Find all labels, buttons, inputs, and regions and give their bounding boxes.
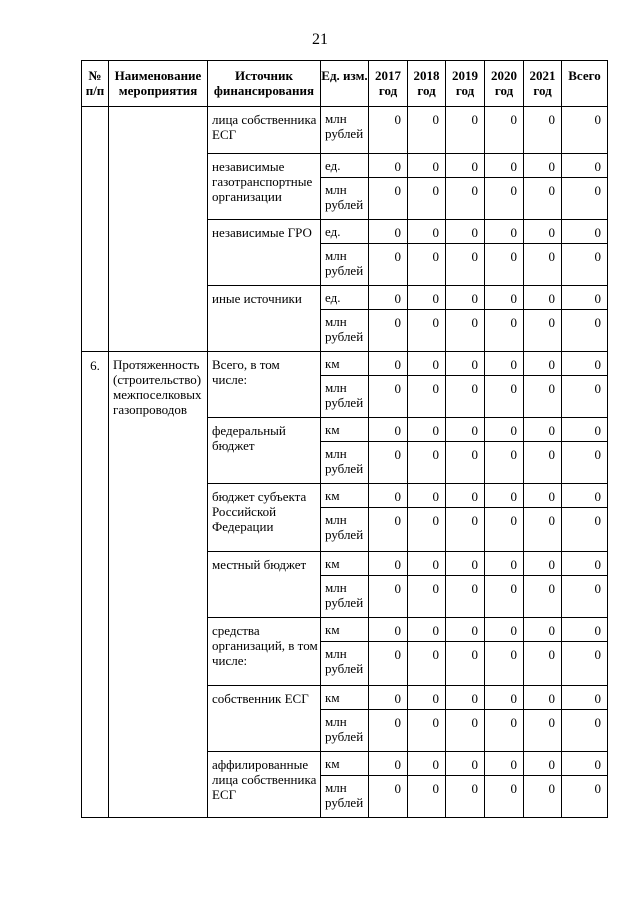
- value-cell: 0: [485, 376, 524, 418]
- value-cell: 0: [485, 220, 524, 244]
- header-unit: Ед. изм.: [321, 61, 369, 107]
- value-cell: 0: [408, 442, 446, 484]
- value-cell: 0: [408, 576, 446, 618]
- value-cell: 0: [524, 484, 562, 508]
- value-cell: 0: [485, 576, 524, 618]
- row-number: 6.: [82, 352, 109, 818]
- value-cell: 0: [446, 310, 485, 352]
- value-cell: 0: [369, 352, 408, 376]
- total-cell: 0: [562, 418, 608, 442]
- unit-cell: км: [321, 618, 369, 642]
- value-cell: 0: [485, 508, 524, 552]
- value-cell: 0: [524, 286, 562, 310]
- value-cell: 0: [408, 418, 446, 442]
- total-cell: 0: [562, 376, 608, 418]
- value-cell: 0: [408, 154, 446, 178]
- total-cell: 0: [562, 310, 608, 352]
- value-cell: 0: [485, 244, 524, 286]
- value-cell: 0: [446, 352, 485, 376]
- value-cell: 0: [485, 618, 524, 642]
- funding-source: Всего, в том числе:: [208, 352, 321, 418]
- unit-cell: млн рублей: [321, 508, 369, 552]
- funding-source: независимые газотранспортные организации: [208, 154, 321, 220]
- value-cell: 0: [369, 618, 408, 642]
- header-year-2021: 2021 год: [524, 61, 562, 107]
- unit-cell: км: [321, 686, 369, 710]
- value-cell: 0: [524, 107, 562, 154]
- value-cell: 0: [524, 686, 562, 710]
- value-cell: 0: [524, 618, 562, 642]
- value-cell: 0: [524, 244, 562, 286]
- value-cell: 0: [524, 576, 562, 618]
- total-cell: 0: [562, 618, 608, 642]
- value-cell: 0: [446, 686, 485, 710]
- program-table: [81, 60, 608, 818]
- value-cell: 0: [524, 418, 562, 442]
- value-cell: 0: [369, 508, 408, 552]
- header-num: № п/п: [82, 61, 109, 107]
- unit-cell: млн рублей: [321, 642, 369, 686]
- total-cell: 0: [562, 642, 608, 686]
- measure-name: [109, 107, 208, 352]
- value-cell: 0: [524, 220, 562, 244]
- value-cell: 0: [408, 310, 446, 352]
- funding-source: средства организаций, в том числе:: [208, 618, 321, 686]
- total-cell: 0: [562, 576, 608, 618]
- value-cell: 0: [369, 220, 408, 244]
- unit-cell: км: [321, 552, 369, 576]
- value-cell: 0: [369, 642, 408, 686]
- value-cell: 0: [485, 352, 524, 376]
- total-cell: 0: [562, 107, 608, 154]
- funding-source: аффилированные лица собственника ЕСГ: [208, 752, 321, 818]
- value-cell: 0: [369, 376, 408, 418]
- value-cell: 0: [524, 776, 562, 818]
- header-name: Наименование мероприятия: [109, 61, 208, 107]
- value-cell: 0: [369, 484, 408, 508]
- total-cell: 0: [562, 286, 608, 310]
- unit-cell: млн рублей: [321, 244, 369, 286]
- value-cell: 0: [524, 642, 562, 686]
- value-cell: 0: [485, 484, 524, 508]
- value-cell: 0: [446, 484, 485, 508]
- value-cell: 0: [524, 178, 562, 220]
- value-cell: 0: [369, 776, 408, 818]
- unit-cell: млн рублей: [321, 310, 369, 352]
- value-cell: 0: [485, 686, 524, 710]
- value-cell: 0: [408, 776, 446, 818]
- unit-cell: км: [321, 418, 369, 442]
- unit-cell: млн рублей: [321, 442, 369, 484]
- value-cell: 0: [446, 442, 485, 484]
- value-cell: 0: [446, 576, 485, 618]
- total-cell: 0: [562, 442, 608, 484]
- funding-source: лица собственника ЕСГ: [208, 107, 321, 154]
- value-cell: 0: [524, 310, 562, 352]
- value-cell: 0: [408, 352, 446, 376]
- value-cell: 0: [524, 442, 562, 484]
- total-cell: 0: [562, 352, 608, 376]
- value-cell: 0: [524, 710, 562, 752]
- value-cell: 0: [369, 178, 408, 220]
- unit-cell: км: [321, 352, 369, 376]
- value-cell: 0: [408, 220, 446, 244]
- value-cell: 0: [369, 418, 408, 442]
- measure-name: Протяженность (строительство) межпоселковых газопроводов: [109, 352, 208, 818]
- total-cell: 0: [562, 686, 608, 710]
- funding-source: иные источники: [208, 286, 321, 352]
- value-cell: 0: [408, 484, 446, 508]
- header-year-2018: 2018 год: [408, 61, 446, 107]
- value-cell: 0: [408, 508, 446, 552]
- value-cell: 0: [524, 552, 562, 576]
- value-cell: 0: [446, 752, 485, 776]
- header-year-2020: 2020 год: [485, 61, 524, 107]
- unit-cell: ед.: [321, 154, 369, 178]
- unit-cell: км: [321, 484, 369, 508]
- value-cell: 0: [524, 154, 562, 178]
- value-cell: 0: [408, 244, 446, 286]
- value-cell: 0: [446, 552, 485, 576]
- value-cell: 0: [446, 508, 485, 552]
- value-cell: 0: [408, 752, 446, 776]
- value-cell: 0: [485, 418, 524, 442]
- value-cell: 0: [446, 710, 485, 752]
- table-row: [82, 107, 608, 154]
- value-cell: 0: [408, 710, 446, 752]
- value-cell: 0: [485, 107, 524, 154]
- total-cell: 0: [562, 484, 608, 508]
- value-cell: 0: [485, 552, 524, 576]
- value-cell: 0: [369, 286, 408, 310]
- funding-source: собственник ЕСГ: [208, 686, 321, 752]
- unit-cell: млн рублей: [321, 178, 369, 220]
- header-row: [82, 61, 608, 107]
- value-cell: 0: [485, 752, 524, 776]
- total-cell: 0: [562, 710, 608, 752]
- total-cell: 0: [562, 552, 608, 576]
- value-cell: 0: [408, 642, 446, 686]
- table-row: [82, 352, 608, 376]
- total-cell: 0: [562, 508, 608, 552]
- header-year-2019: 2019 год: [446, 61, 485, 107]
- unit-cell: млн рублей: [321, 710, 369, 752]
- value-cell: 0: [485, 178, 524, 220]
- value-cell: 0: [408, 686, 446, 710]
- value-cell: 0: [369, 576, 408, 618]
- value-cell: 0: [524, 508, 562, 552]
- value-cell: 0: [446, 220, 485, 244]
- total-cell: 0: [562, 752, 608, 776]
- funding-source: федеральный бюджет: [208, 418, 321, 484]
- funding-source: местный бюджет: [208, 552, 321, 618]
- value-cell: 0: [446, 178, 485, 220]
- unit-cell: млн рублей: [321, 376, 369, 418]
- unit-cell: млн рублей: [321, 107, 369, 154]
- value-cell: 0: [446, 107, 485, 154]
- value-cell: 0: [446, 244, 485, 286]
- value-cell: 0: [408, 286, 446, 310]
- value-cell: 0: [524, 752, 562, 776]
- value-cell: 0: [524, 376, 562, 418]
- value-cell: 0: [369, 107, 408, 154]
- value-cell: 0: [446, 154, 485, 178]
- funding-source: независимые ГРО: [208, 220, 321, 286]
- value-cell: 0: [369, 310, 408, 352]
- value-cell: 0: [446, 376, 485, 418]
- value-cell: 0: [369, 552, 408, 576]
- value-cell: 0: [408, 107, 446, 154]
- value-cell: 0: [369, 752, 408, 776]
- value-cell: 0: [485, 154, 524, 178]
- value-cell: 0: [446, 418, 485, 442]
- value-cell: 0: [485, 286, 524, 310]
- value-cell: 0: [408, 376, 446, 418]
- table-body: [82, 107, 608, 818]
- funding-source: бюджет субъекта Российской Федерации: [208, 484, 321, 552]
- header-source: Источник финансирования: [208, 61, 321, 107]
- value-cell: 0: [446, 642, 485, 686]
- unit-cell: км: [321, 752, 369, 776]
- value-cell: 0: [485, 776, 524, 818]
- header-total: Всего: [562, 61, 608, 107]
- value-cell: 0: [446, 776, 485, 818]
- value-cell: 0: [446, 618, 485, 642]
- value-cell: 0: [485, 642, 524, 686]
- total-cell: 0: [562, 178, 608, 220]
- value-cell: 0: [408, 178, 446, 220]
- value-cell: 0: [524, 352, 562, 376]
- total-cell: 0: [562, 220, 608, 244]
- value-cell: 0: [369, 154, 408, 178]
- value-cell: 0: [369, 686, 408, 710]
- total-cell: 0: [562, 244, 608, 286]
- header-year-2017: 2017 год: [369, 61, 408, 107]
- value-cell: 0: [369, 244, 408, 286]
- value-cell: 0: [485, 442, 524, 484]
- unit-cell: млн рублей: [321, 776, 369, 818]
- value-cell: 0: [369, 710, 408, 752]
- page-number: 21: [312, 31, 328, 48]
- value-cell: 0: [485, 310, 524, 352]
- row-number: [82, 107, 109, 352]
- total-cell: 0: [562, 776, 608, 818]
- value-cell: 0: [446, 286, 485, 310]
- value-cell: 0: [485, 710, 524, 752]
- total-cell: 0: [562, 154, 608, 178]
- unit-cell: ед.: [321, 286, 369, 310]
- value-cell: 0: [408, 552, 446, 576]
- unit-cell: ед.: [321, 220, 369, 244]
- unit-cell: млн рублей: [321, 576, 369, 618]
- value-cell: 0: [369, 442, 408, 484]
- value-cell: 0: [408, 618, 446, 642]
